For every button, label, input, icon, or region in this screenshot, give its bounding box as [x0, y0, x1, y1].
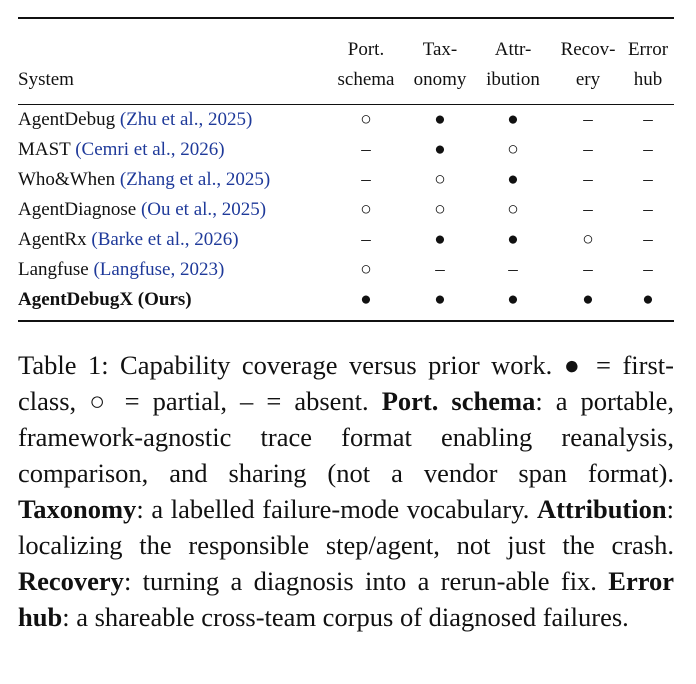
mark-attribution: ○	[507, 139, 519, 160]
mark-taxonomy: ●	[434, 289, 446, 310]
system-name: Langfuse	[18, 259, 89, 280]
caption-lead: Table 1: Capability coverage versus prior work. ● = first-class, ○ = partial, – = absent.	[18, 350, 674, 416]
mark-taxonomy: ●	[434, 229, 446, 250]
citation-link[interactable]: (Zhu et al., 2025)	[119, 109, 253, 130]
citation-link[interactable]: (Zhang et al., 2025)	[119, 169, 271, 190]
citation-link[interactable]: (Langfuse, 2023)	[93, 259, 225, 280]
citation-link[interactable]: (Barke et al., 2026)	[91, 229, 239, 250]
table-row	[18, 255, 674, 285]
mark-recovery: –	[583, 169, 593, 190]
caption-desc-port-schema: : a portable, framework-agnostic trace format enabling reanalysis, comparison, and sharing (not a vendor span format).	[18, 386, 675, 488]
mark-port-schema: ●	[360, 289, 372, 310]
caption-desc-taxonomy: : a labelled failure-mode vocabulary.	[136, 494, 530, 524]
mark-error-hub: –	[643, 259, 653, 280]
caption-desc-attribution: : localizing the responsible step/agent, not just the crash.	[18, 494, 674, 560]
col-header-taxonomy: Tax- onomy	[413, 39, 467, 90]
mark-taxonomy: ○	[434, 199, 446, 220]
table-row	[18, 105, 674, 135]
mark-error-hub: –	[643, 199, 653, 220]
mark-port-schema: ○	[360, 109, 372, 130]
caption-term-error-hub: Error hub	[18, 566, 674, 632]
table-row	[18, 165, 674, 195]
table-body	[18, 104, 674, 320]
system-name: Who&When	[18, 169, 116, 190]
mark-attribution: ○	[507, 199, 519, 220]
caption-term-recovery: Recovery	[18, 566, 124, 596]
caption-desc-recovery: : turning a diagnosis into a rerun-able fix.	[123, 566, 597, 596]
col-header-recovery: Recov- ery	[560, 39, 616, 90]
mark-port-schema: –	[361, 229, 371, 250]
mark-port-schema: ○	[360, 259, 372, 280]
citation-link[interactable]: (Ou et al., 2025)	[140, 199, 267, 220]
capability-table	[18, 17, 674, 322]
col-header-error-hub: Error hub	[627, 39, 669, 90]
mark-attribution: –	[508, 259, 518, 280]
system-name: MAST	[18, 139, 71, 160]
mark-recovery: –	[583, 109, 593, 130]
system-cell	[18, 135, 324, 165]
caption-term-attribution: Attribution	[537, 494, 667, 524]
system-name-ours: AgentDebugX (Ours)	[18, 289, 192, 310]
mark-error-hub: –	[643, 109, 653, 130]
mark-taxonomy: ○	[434, 169, 446, 190]
mark-attribution: ●	[507, 289, 519, 310]
mark-attribution: ●	[507, 229, 519, 250]
system-cell	[18, 195, 324, 225]
system-name: AgentRx	[18, 229, 87, 250]
mark-port-schema: –	[361, 169, 371, 190]
mark-attribution: ●	[507, 109, 519, 130]
mark-error-hub: –	[643, 139, 653, 160]
header-row	[18, 19, 674, 104]
table-row	[18, 195, 674, 225]
col-header-port-schema: Port. schema	[337, 39, 395, 90]
caption-term-taxonomy: Taxonomy	[18, 494, 137, 524]
table-row	[18, 225, 674, 255]
caption-desc-error-hub: : a shareable cross-team corpus of diagnosed failures.	[62, 602, 629, 632]
system-name: AgentDiagnose	[18, 199, 137, 220]
mark-port-schema: –	[361, 139, 371, 160]
mark-attribution: ●	[507, 169, 519, 190]
table-row	[18, 135, 674, 165]
col-header-attribution: Attr- ibution	[486, 39, 540, 90]
col-header-system: System	[18, 69, 74, 90]
table-row-ours	[18, 285, 674, 320]
mark-error-hub: –	[643, 169, 653, 190]
system-cell	[18, 165, 324, 195]
system-cell	[18, 105, 324, 135]
mark-recovery: –	[583, 199, 593, 220]
table-caption	[18, 347, 674, 635]
caption-term-port-schema: Port. schema	[381, 386, 536, 416]
mark-port-schema: ○	[360, 199, 372, 220]
system-cell	[18, 225, 324, 255]
mark-recovery: ●	[582, 289, 594, 310]
mark-error-hub: ●	[642, 289, 654, 310]
mark-taxonomy: ●	[434, 109, 446, 130]
mark-taxonomy: –	[435, 259, 445, 280]
mark-recovery: –	[583, 139, 593, 160]
capability-grid	[18, 19, 674, 320]
bottom-rule	[18, 320, 674, 322]
citation-link[interactable]: (Cemri et al., 2026)	[75, 139, 225, 160]
mark-error-hub: –	[643, 229, 653, 250]
mark-recovery: ○	[582, 229, 594, 250]
system-name: AgentDebug	[18, 109, 116, 130]
system-cell	[18, 255, 324, 285]
mark-recovery: –	[583, 259, 593, 280]
mark-taxonomy: ●	[434, 139, 446, 160]
